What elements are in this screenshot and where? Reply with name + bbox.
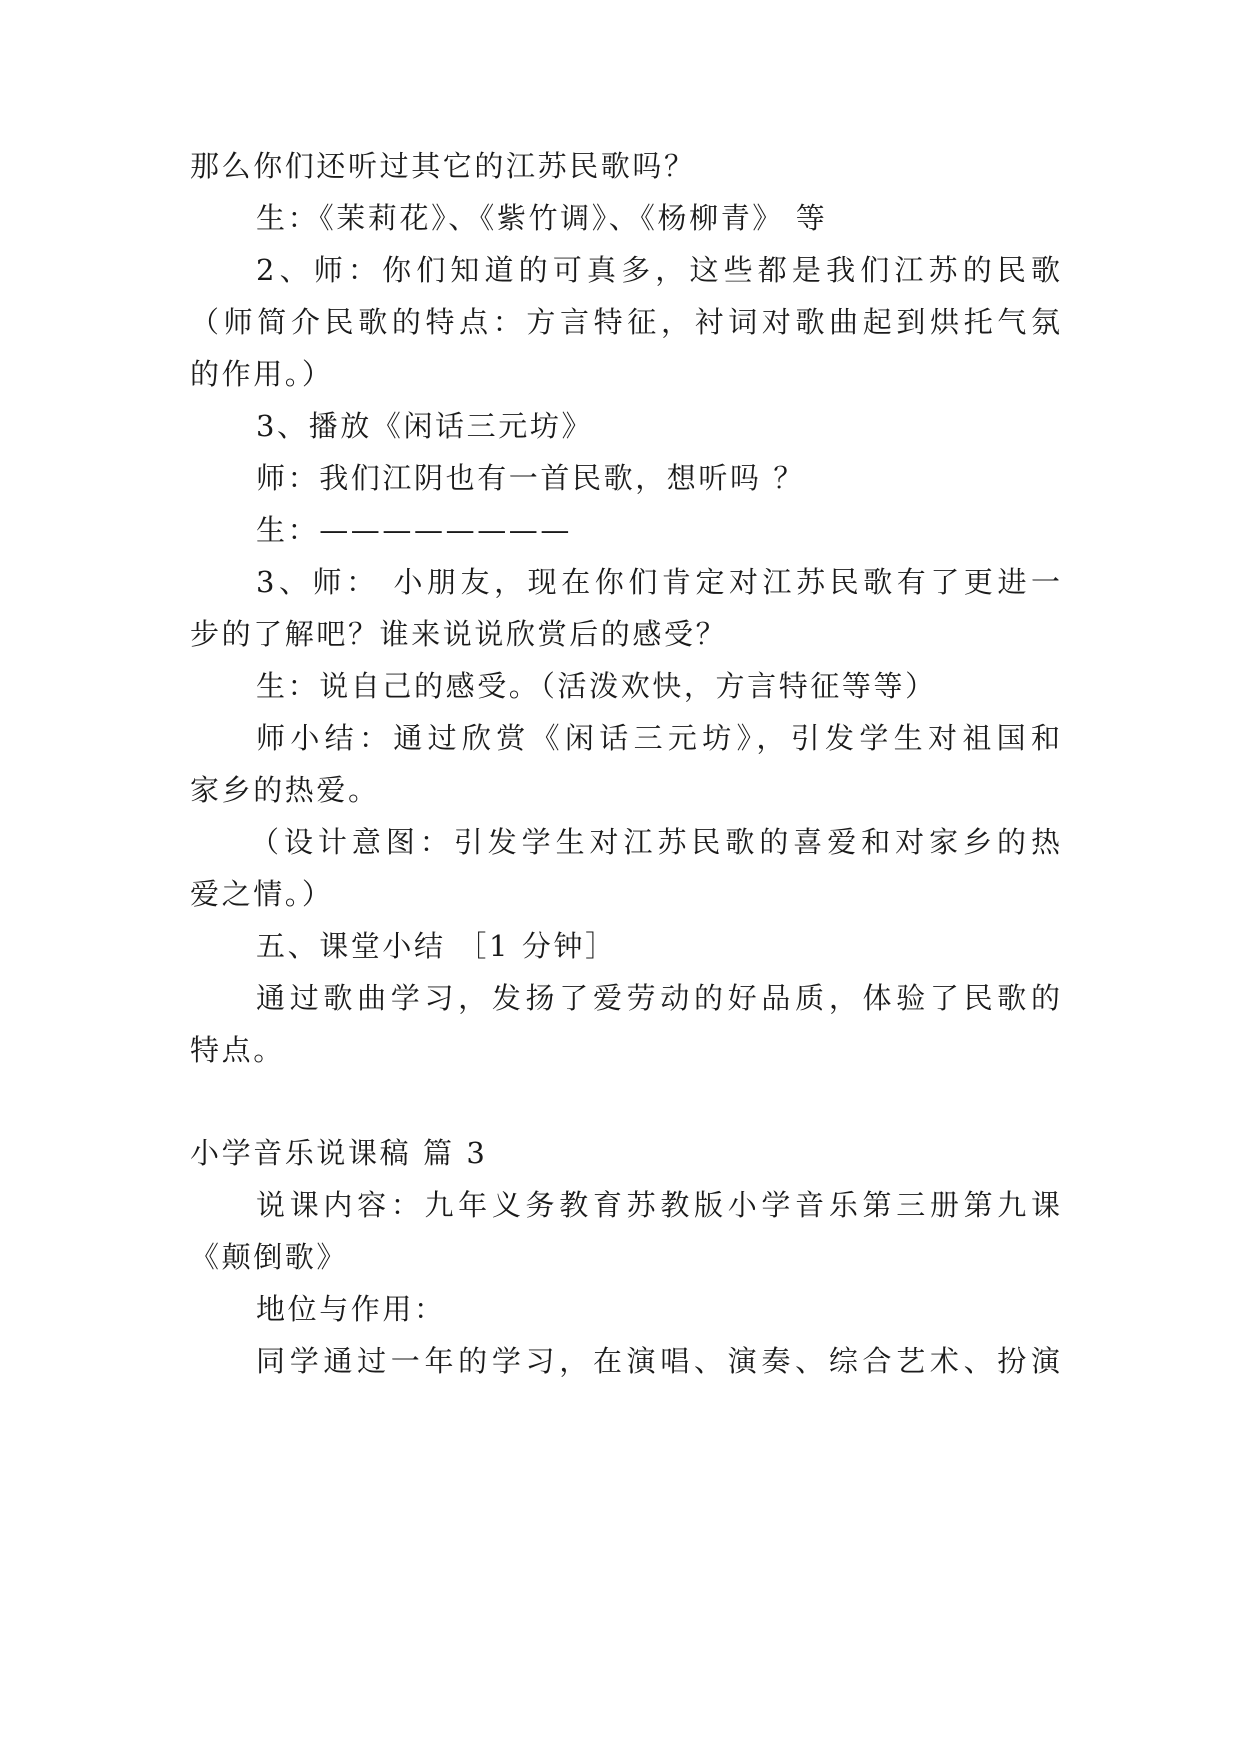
text-line: 地位与作用：	[256, 1292, 446, 1326]
text-line: 3、师： 小朋友，现在你们肯定对江苏民歌有了更进一	[256, 565, 1060, 599]
text-line: 特点。	[190, 1033, 285, 1067]
text-line: 生：说自己的感受。（活泼欢快，方言特征等等）	[256, 669, 937, 703]
text-line: 的作用。）	[190, 357, 334, 391]
text-line: 家乡的热爱。	[190, 773, 380, 807]
text-line: 同学通过一年的学习，在演唱、演奏、综合艺术、扮演	[256, 1344, 1060, 1378]
text-line: 《颠倒歌》	[190, 1240, 349, 1274]
text-line: 爱之情。）	[190, 877, 334, 911]
text-line: 2、师：你们知道的可真多，这些都是我们江苏的民歌	[256, 253, 1060, 287]
text-line: 那么你们还听过其它的江苏民歌吗？	[190, 149, 696, 183]
text-line: 师小结：通过欣赏《闲话三元坊》，引发学生对祖国和	[256, 721, 1060, 755]
text-line: 说课内容：九年义务教育苏教版小学音乐第三册第九课	[256, 1188, 1060, 1222]
text-line: 步的了解吧？谁来说说欣赏后的感受？	[190, 617, 728, 651]
text-line: 3、播放《闲话三元坊》	[256, 409, 594, 443]
text-line: 五、课堂小结 ［1 分钟］	[256, 929, 617, 963]
text-line: 生：————————	[256, 513, 572, 547]
text-line: 通过歌曲学习，发扬了爱劳动的好品质，体验了民歌的	[256, 981, 1060, 1015]
text-line: 师：我们江阴也有一首民歌，想听吗 ？	[256, 461, 806, 495]
text-line: （设计意图：引发学生对江苏民歌的喜爱和对家乡的热	[250, 825, 1060, 859]
text-line: 生：《茉莉花》、《紫竹调》、《杨柳青》 等	[256, 201, 828, 235]
text-line: （师简介民歌的特点：方言特征，衬词对歌曲起到烘托气氛	[190, 305, 1060, 339]
section-heading: 小学音乐说课稿 篇 3	[190, 1136, 488, 1170]
